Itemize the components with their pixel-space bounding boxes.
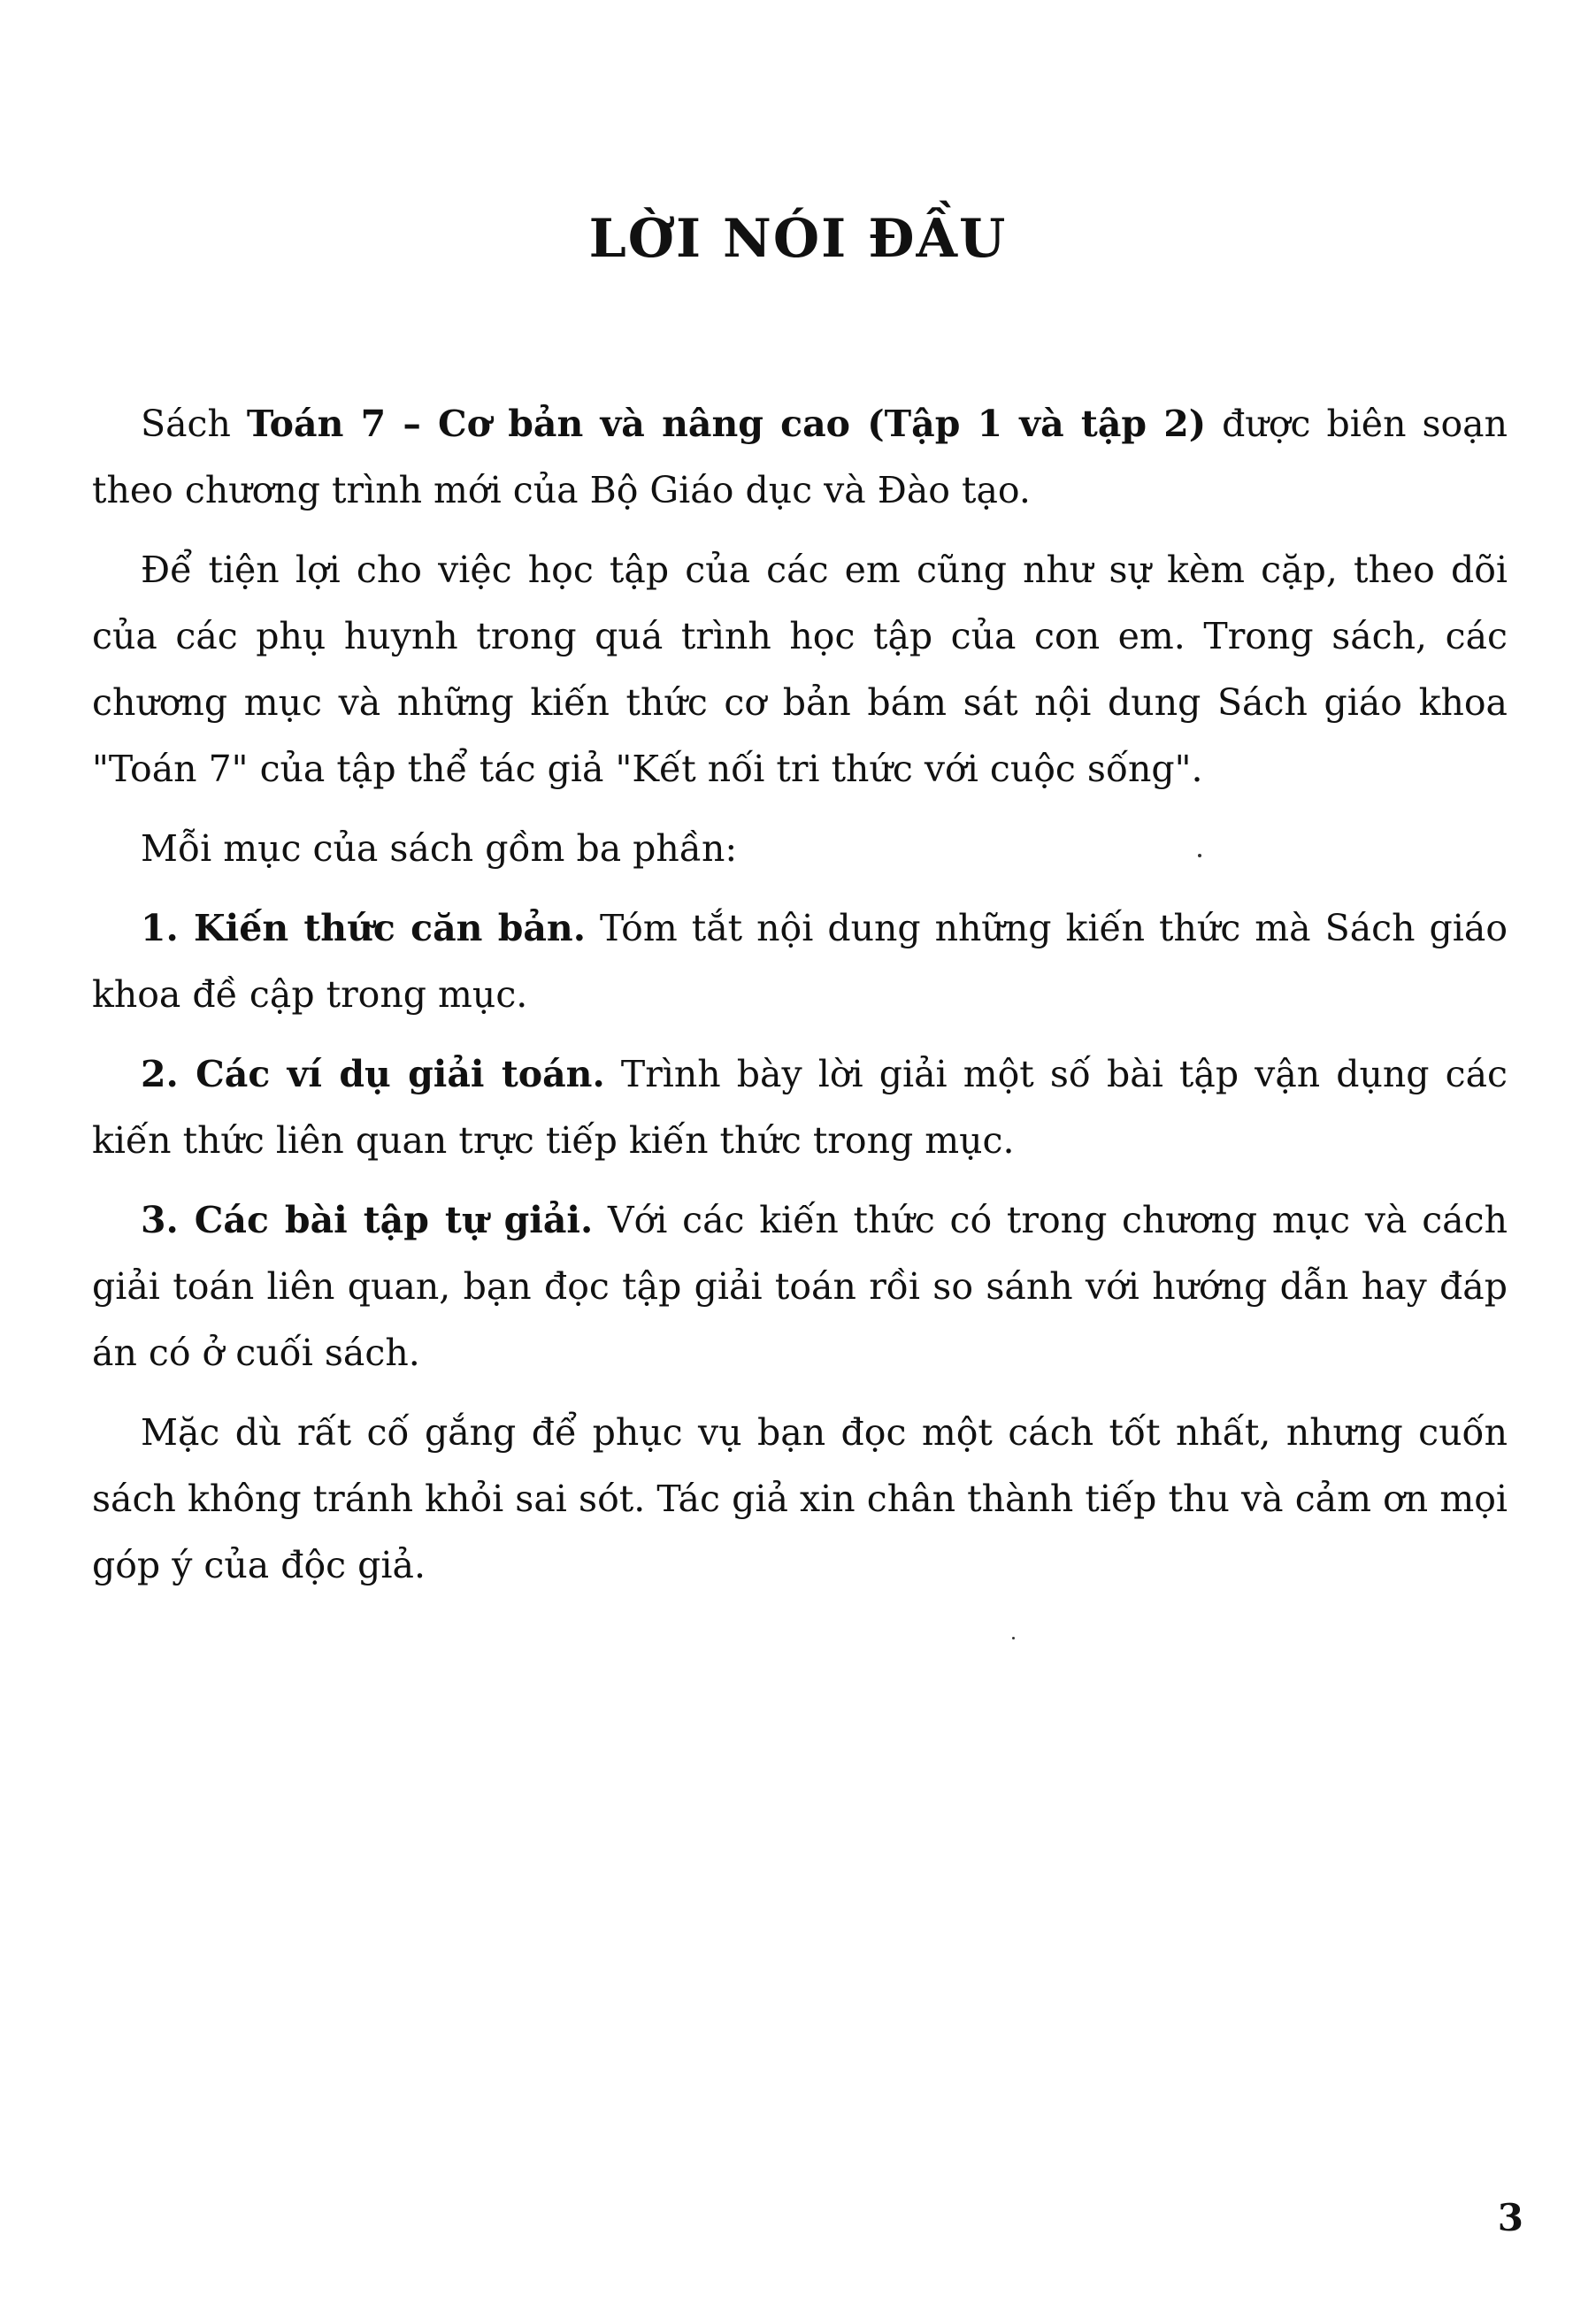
paragraph-text: Mỗi mục của sách gồm ba phần: xyxy=(141,827,738,870)
scan-speck xyxy=(1198,854,1201,857)
paragraph-section-2 xyxy=(92,1041,1508,1174)
paragraph-purpose xyxy=(92,537,1508,802)
paragraph-text: Với các kiến thức có trong chương mục và cách giải toán liên quan, bạn đọc tập giải toán rồi so sánh với hướng dẫn hay đáp án có ở cuối sách. xyxy=(92,1199,1508,1374)
book-title-bold: Toán 7 – Cơ bản và nâng cao (Tập 1 và tập 2) xyxy=(246,403,1207,445)
paragraph-sections-intro xyxy=(92,816,1508,882)
page-title: LỜI NÓI ĐẦU xyxy=(588,208,1008,270)
page-number: 3 xyxy=(1497,2196,1523,2239)
scan-speck xyxy=(1012,1637,1015,1639)
paragraph-section-3 xyxy=(92,1187,1508,1386)
paragraph-text: Trình bày lời giải một số bài tập vận dụng các kiến thức liên quan trực tiếp kiến thức trong mục. xyxy=(92,1053,1508,1162)
paragraph-closing xyxy=(92,1400,1508,1599)
section-heading-2: 2. Các ví dụ giải toán. xyxy=(141,1053,605,1095)
paragraph-text: được biên soạn theo chương trình mới của Bộ Giáo dục và Đào tạo. xyxy=(92,403,1508,511)
paragraph-text: Để tiện lợi cho việc học tập của các em cũng như sự kèm cặp, theo dõi của các phụ huynh trong quá trình học tập của con em. Trong sách, các chương mục và những kiến thức cơ bản bám sát nội dung Sách giáo khoa "Toán 7" của tập thể tác giả "Kết nối tri thức với cuộc sống". xyxy=(92,549,1508,790)
paragraph-text: Tóm tắt nội dung những kiến thức mà Sách giáo khoa đề cập trong mục. xyxy=(92,907,1508,1016)
paragraph-section-1 xyxy=(92,895,1508,1028)
paragraph-intro xyxy=(92,391,1508,524)
body-text xyxy=(92,391,1508,1612)
section-heading-1: 1. Kiến thức căn bản. xyxy=(141,907,587,949)
paragraph-text: Mặc dù rất cố gắng để phục vụ bạn đọc một cách tốt nhất, nhưng cuốn sách không tránh khỏi sai sót. Tác giả xin chân thành tiếp thu và cảm ơn mọi góp ý của độc giả. xyxy=(92,1411,1508,1586)
section-heading-3: 3. Các bài tập tự giải. xyxy=(141,1199,594,1241)
paragraph-text: Sách xyxy=(141,403,247,445)
